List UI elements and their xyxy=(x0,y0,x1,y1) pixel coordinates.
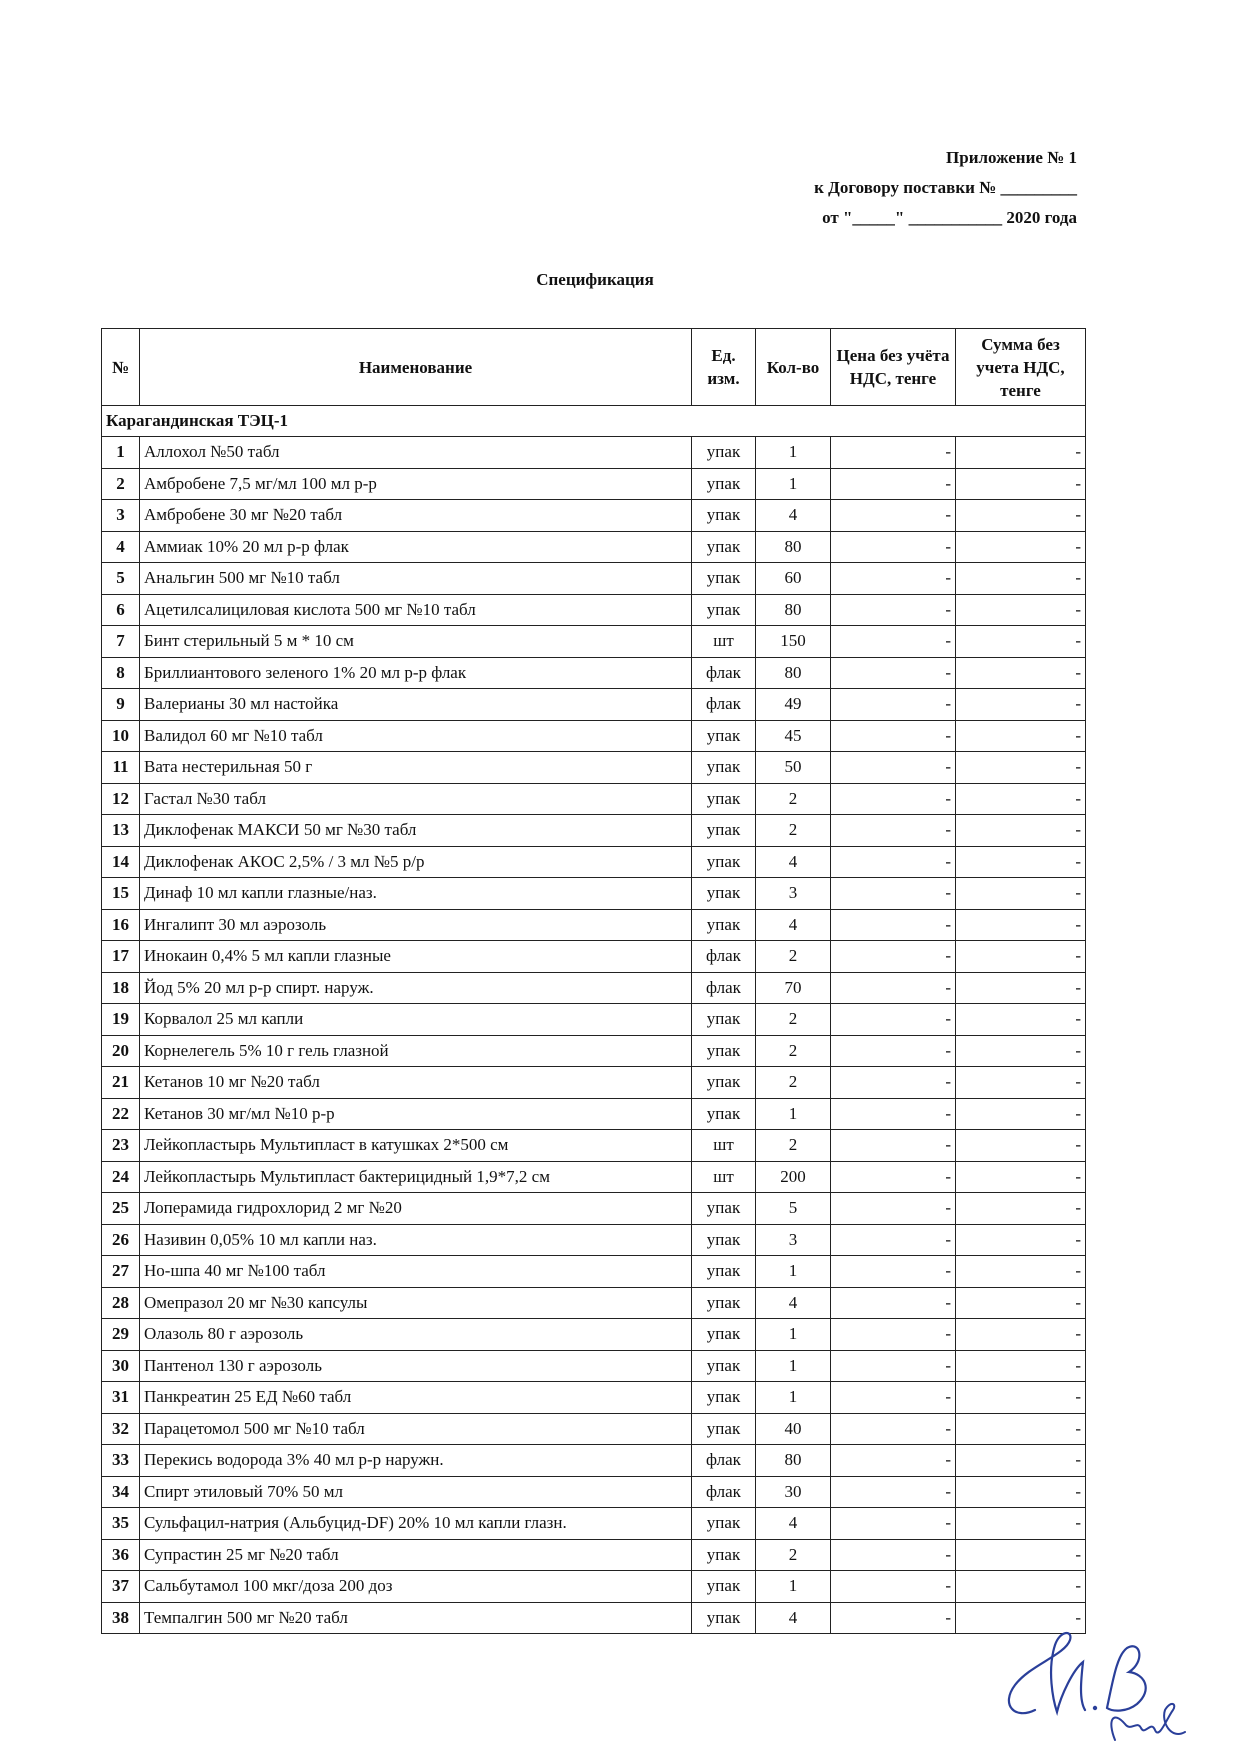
item-quantity: 3 xyxy=(756,1224,831,1256)
item-unit: флак xyxy=(692,941,756,973)
annex-contract-ref: к Договору поставки № _________ xyxy=(814,178,1077,197)
item-price: - xyxy=(831,878,956,910)
row-number: 17 xyxy=(102,941,140,973)
row-number: 29 xyxy=(102,1319,140,1351)
item-unit: упак xyxy=(692,563,756,595)
item-unit: шт xyxy=(692,1161,756,1193)
table-row xyxy=(102,1571,1086,1603)
item-price: - xyxy=(831,1256,956,1288)
item-name: Супрастин 25 мг №20 табл xyxy=(140,1539,692,1571)
item-name: Валидол 60 мг №10 табл xyxy=(140,720,692,752)
row-number: 38 xyxy=(102,1602,140,1634)
row-number: 33 xyxy=(102,1445,140,1477)
item-sum: - xyxy=(956,720,1086,752)
item-price: - xyxy=(831,752,956,784)
item-name: Ацетилсалициловая кислота 500 мг №10 табл xyxy=(140,594,692,626)
row-number: 32 xyxy=(102,1413,140,1445)
item-sum: - xyxy=(956,1130,1086,1162)
item-unit: упак xyxy=(692,752,756,784)
item-price: - xyxy=(831,1350,956,1382)
column-header-sum: Сумма без учета НДС, тенге xyxy=(956,329,1086,406)
column-header-quantity: Кол-во xyxy=(756,329,831,406)
item-quantity: 1 xyxy=(756,1382,831,1414)
item-quantity: 200 xyxy=(756,1161,831,1193)
item-quantity: 4 xyxy=(756,1602,831,1634)
row-number: 1 xyxy=(102,437,140,469)
item-name: Олазоль 80 г аэрозоль xyxy=(140,1319,692,1351)
item-unit: упак xyxy=(692,468,756,500)
item-price: - xyxy=(831,1602,956,1634)
item-unit: упак xyxy=(692,1319,756,1351)
item-quantity: 70 xyxy=(756,972,831,1004)
item-sum: - xyxy=(956,1098,1086,1130)
row-number: 37 xyxy=(102,1571,140,1603)
item-name: Темпалгин 500 мг №20 табл xyxy=(140,1602,692,1634)
item-name: Валерианы 30 мл настойка xyxy=(140,689,692,721)
item-price: - xyxy=(831,909,956,941)
item-price: - xyxy=(831,1508,956,1540)
item-quantity: 4 xyxy=(756,909,831,941)
item-quantity: 1 xyxy=(756,1098,831,1130)
item-name: Амбробене 7,5 мг/мл 100 мл р-р xyxy=(140,468,692,500)
table-row xyxy=(102,1256,1086,1288)
item-price: - xyxy=(831,563,956,595)
item-quantity: 50 xyxy=(756,752,831,784)
item-sum: - xyxy=(956,1004,1086,1036)
table-row xyxy=(102,1161,1086,1193)
item-name: Диклофенак АКОС 2,5% / 3 мл №5 р/р xyxy=(140,846,692,878)
table-row xyxy=(102,1004,1086,1036)
item-unit: упак xyxy=(692,1098,756,1130)
item-unit: шт xyxy=(692,626,756,658)
item-sum: - xyxy=(956,1602,1086,1634)
item-unit: упак xyxy=(692,815,756,847)
row-number: 9 xyxy=(102,689,140,721)
item-name: Лейкопластырь Мультипласт в катушках 2*500 см xyxy=(140,1130,692,1162)
row-number: 4 xyxy=(102,531,140,563)
item-quantity: 4 xyxy=(756,846,831,878)
item-sum: - xyxy=(956,1445,1086,1477)
row-number: 7 xyxy=(102,626,140,658)
item-unit: шт xyxy=(692,1130,756,1162)
item-price: - xyxy=(831,657,956,689)
table-row xyxy=(102,972,1086,1004)
item-sum: - xyxy=(956,594,1086,626)
item-quantity: 4 xyxy=(756,1287,831,1319)
item-name: Ингалипт 30 мл аэрозоль xyxy=(140,909,692,941)
item-unit: упак xyxy=(692,1571,756,1603)
item-price: - xyxy=(831,972,956,1004)
handwritten-signature xyxy=(995,1600,1215,1750)
table-row xyxy=(102,531,1086,563)
item-price: - xyxy=(831,1476,956,1508)
annex-header xyxy=(814,143,1077,233)
item-quantity: 80 xyxy=(756,657,831,689)
item-sum: - xyxy=(956,752,1086,784)
item-price: - xyxy=(831,1193,956,1225)
item-sum: - xyxy=(956,563,1086,595)
item-unit: упак xyxy=(692,909,756,941)
item-name: Парацетомол 500 мг №10 табл xyxy=(140,1413,692,1445)
table-row xyxy=(102,689,1086,721)
table-row xyxy=(102,1602,1086,1634)
item-name: Аммиак 10% 20 мл р-р флак xyxy=(140,531,692,563)
item-unit: упак xyxy=(692,594,756,626)
item-sum: - xyxy=(956,1287,1086,1319)
row-number: 15 xyxy=(102,878,140,910)
item-sum: - xyxy=(956,1476,1086,1508)
item-unit: флак xyxy=(692,657,756,689)
row-number: 13 xyxy=(102,815,140,847)
table-row xyxy=(102,1319,1086,1351)
item-price: - xyxy=(831,1413,956,1445)
item-quantity: 2 xyxy=(756,1004,831,1036)
table-row xyxy=(102,1067,1086,1099)
annex-date: от "_____" ___________ 2020 года xyxy=(822,208,1077,227)
item-quantity: 1 xyxy=(756,1319,831,1351)
item-sum: - xyxy=(956,437,1086,469)
table-row xyxy=(102,783,1086,815)
item-name: Инокаин 0,4% 5 мл капли глазные xyxy=(140,941,692,973)
column-header-unit: Ед. изм. xyxy=(692,329,756,406)
item-unit: упак xyxy=(692,1539,756,1571)
table-row xyxy=(102,1350,1086,1382)
item-quantity: 2 xyxy=(756,1130,831,1162)
item-quantity: 40 xyxy=(756,1413,831,1445)
item-quantity: 1 xyxy=(756,468,831,500)
row-number: 10 xyxy=(102,720,140,752)
item-price: - xyxy=(831,720,956,752)
item-name: Диклофенак МАКСИ 50 мг №30 табл xyxy=(140,815,692,847)
row-number: 16 xyxy=(102,909,140,941)
item-quantity: 4 xyxy=(756,500,831,532)
item-sum: - xyxy=(956,878,1086,910)
row-number: 23 xyxy=(102,1130,140,1162)
row-number: 28 xyxy=(102,1287,140,1319)
table-row xyxy=(102,1035,1086,1067)
item-quantity: 3 xyxy=(756,878,831,910)
item-quantity: 60 xyxy=(756,563,831,595)
column-header-price: Цена без учёта НДС, тенге xyxy=(831,329,956,406)
item-sum: - xyxy=(956,941,1086,973)
row-number: 35 xyxy=(102,1508,140,1540)
item-sum: - xyxy=(956,1161,1086,1193)
item-name: Анальгин 500 мг №10 табл xyxy=(140,563,692,595)
item-quantity: 80 xyxy=(756,531,831,563)
item-price: - xyxy=(831,815,956,847)
annex-number: Приложение № 1 xyxy=(946,148,1077,167)
item-name: Кетанов 10 мг №20 табл xyxy=(140,1067,692,1099)
item-price: - xyxy=(831,689,956,721)
item-sum: - xyxy=(956,1539,1086,1571)
item-name: Сульфацил-натрия (Альбуцид-DF) 20% 10 мл капли глазн. xyxy=(140,1508,692,1540)
row-number: 19 xyxy=(102,1004,140,1036)
document-title: Спецификация xyxy=(536,270,654,289)
table-row xyxy=(102,941,1086,973)
item-price: - xyxy=(831,1382,956,1414)
item-unit: флак xyxy=(692,689,756,721)
item-name: Бинт стерильный 5 м * 10 см xyxy=(140,626,692,658)
table-row xyxy=(102,1382,1086,1414)
item-sum: - xyxy=(956,1035,1086,1067)
row-number: 22 xyxy=(102,1098,140,1130)
table-row xyxy=(102,752,1086,784)
item-sum: - xyxy=(956,1319,1086,1351)
item-name: Пантенол 130 г аэрозоль xyxy=(140,1350,692,1382)
item-sum: - xyxy=(956,1350,1086,1382)
table-row xyxy=(102,657,1086,689)
row-number: 30 xyxy=(102,1350,140,1382)
item-quantity: 80 xyxy=(756,594,831,626)
table-row xyxy=(102,500,1086,532)
item-name: Перекись водорода 3% 40 мл р-р наружн. xyxy=(140,1445,692,1477)
item-quantity: 2 xyxy=(756,783,831,815)
row-number: 25 xyxy=(102,1193,140,1225)
item-quantity: 2 xyxy=(756,1035,831,1067)
column-header-name: Наименование xyxy=(140,329,692,406)
item-unit: упак xyxy=(692,1193,756,1225)
item-name: Лейкопластырь Мультипласт бактерицидный 1,9*7,2 см xyxy=(140,1161,692,1193)
item-sum: - xyxy=(956,972,1086,1004)
table-row xyxy=(102,594,1086,626)
item-sum: - xyxy=(956,815,1086,847)
item-quantity: 5 xyxy=(756,1193,831,1225)
item-quantity: 2 xyxy=(756,1539,831,1571)
item-name: Спирт этиловый 70% 50 мл xyxy=(140,1476,692,1508)
item-price: - xyxy=(831,626,956,658)
item-price: - xyxy=(831,531,956,563)
row-number: 14 xyxy=(102,846,140,878)
group-name: Карагандинская ТЭЦ-1 xyxy=(102,406,1086,437)
item-sum: - xyxy=(956,689,1086,721)
item-unit: флак xyxy=(692,1445,756,1477)
item-price: - xyxy=(831,783,956,815)
item-price: - xyxy=(831,1224,956,1256)
item-sum: - xyxy=(956,783,1086,815)
item-name: Аллохол №50 табл xyxy=(140,437,692,469)
row-number: 36 xyxy=(102,1539,140,1571)
table-row xyxy=(102,1445,1086,1477)
column-header-number: № xyxy=(102,329,140,406)
item-unit: упак xyxy=(692,1413,756,1445)
item-price: - xyxy=(831,1287,956,1319)
item-unit: упак xyxy=(692,846,756,878)
item-price: - xyxy=(831,1319,956,1351)
item-name: Омепразол 20 мг №30 капсулы xyxy=(140,1287,692,1319)
item-unit: упак xyxy=(692,500,756,532)
item-price: - xyxy=(831,594,956,626)
item-quantity: 1 xyxy=(756,1350,831,1382)
item-price: - xyxy=(831,1539,956,1571)
table-row xyxy=(102,878,1086,910)
item-unit: упак xyxy=(692,878,756,910)
item-quantity: 30 xyxy=(756,1476,831,1508)
item-sum: - xyxy=(956,1508,1086,1540)
item-quantity: 2 xyxy=(756,1067,831,1099)
row-number: 31 xyxy=(102,1382,140,1414)
item-price: - xyxy=(831,1098,956,1130)
item-unit: упак xyxy=(692,1256,756,1288)
item-price: - xyxy=(831,1067,956,1099)
item-quantity: 2 xyxy=(756,815,831,847)
table-row xyxy=(102,626,1086,658)
table-header-row xyxy=(102,329,1086,406)
table-row xyxy=(102,1130,1086,1162)
item-name: Називин 0,05% 10 мл капли наз. xyxy=(140,1224,692,1256)
item-quantity: 4 xyxy=(756,1508,831,1540)
row-number: 26 xyxy=(102,1224,140,1256)
item-price: - xyxy=(831,500,956,532)
table-row xyxy=(102,909,1086,941)
item-unit: флак xyxy=(692,1476,756,1508)
item-name: Лоперамида гидрохлорид 2 мг №20 xyxy=(140,1193,692,1225)
row-number: 21 xyxy=(102,1067,140,1099)
item-price: - xyxy=(831,1035,956,1067)
item-quantity: 45 xyxy=(756,720,831,752)
item-sum: - xyxy=(956,468,1086,500)
item-name: Корнелегель 5% 10 г гель глазной xyxy=(140,1035,692,1067)
item-name: Амбробене 30 мг №20 табл xyxy=(140,500,692,532)
table-row xyxy=(102,1508,1086,1540)
item-price: - xyxy=(831,1130,956,1162)
item-unit: упак xyxy=(692,1508,756,1540)
item-name: Гастал №30 табл xyxy=(140,783,692,815)
item-sum: - xyxy=(956,657,1086,689)
table-row xyxy=(102,1193,1086,1225)
row-number: 3 xyxy=(102,500,140,532)
item-sum: - xyxy=(956,1224,1086,1256)
table-row xyxy=(102,563,1086,595)
row-number: 12 xyxy=(102,783,140,815)
item-sum: - xyxy=(956,1571,1086,1603)
item-price: - xyxy=(831,437,956,469)
item-sum: - xyxy=(956,500,1086,532)
item-quantity: 1 xyxy=(756,1256,831,1288)
table-row xyxy=(102,1224,1086,1256)
table-row xyxy=(102,720,1086,752)
item-sum: - xyxy=(956,1382,1086,1414)
item-unit: упак xyxy=(692,1067,756,1099)
item-sum: - xyxy=(956,626,1086,658)
item-sum: - xyxy=(956,1256,1086,1288)
item-quantity: 49 xyxy=(756,689,831,721)
specification-table xyxy=(101,328,1086,1634)
row-number: 34 xyxy=(102,1476,140,1508)
row-number: 24 xyxy=(102,1161,140,1193)
table-row xyxy=(102,846,1086,878)
row-number: 20 xyxy=(102,1035,140,1067)
item-sum: - xyxy=(956,1193,1086,1225)
item-quantity: 150 xyxy=(756,626,831,658)
item-price: - xyxy=(831,1161,956,1193)
item-name: Корвалол 25 мл капли xyxy=(140,1004,692,1036)
item-unit: упак xyxy=(692,1004,756,1036)
item-unit: флак xyxy=(692,972,756,1004)
row-number: 27 xyxy=(102,1256,140,1288)
item-unit: упак xyxy=(692,720,756,752)
item-sum: - xyxy=(956,909,1086,941)
item-quantity: 2 xyxy=(756,941,831,973)
item-unit: упак xyxy=(692,1602,756,1634)
item-quantity: 80 xyxy=(756,1445,831,1477)
item-name: Йод 5% 20 мл р-р спирт. наруж. xyxy=(140,972,692,1004)
table-row xyxy=(102,1476,1086,1508)
item-unit: упак xyxy=(692,531,756,563)
item-name: Кетанов 30 мг/мл №10 р-р xyxy=(140,1098,692,1130)
table-row xyxy=(102,1413,1086,1445)
table-row xyxy=(102,1098,1086,1130)
item-name: Вата нестерильная 50 г xyxy=(140,752,692,784)
item-price: - xyxy=(831,1004,956,1036)
item-price: - xyxy=(831,941,956,973)
item-unit: упак xyxy=(692,1287,756,1319)
item-price: - xyxy=(831,468,956,500)
item-price: - xyxy=(831,1445,956,1477)
item-name: Сальбутамол 100 мкг/доза 200 доз xyxy=(140,1571,692,1603)
table-row xyxy=(102,815,1086,847)
item-sum: - xyxy=(956,1067,1086,1099)
row-number: 18 xyxy=(102,972,140,1004)
item-sum: - xyxy=(956,531,1086,563)
item-name: Бриллиантового зеленого 1% 20 мл р-р флак xyxy=(140,657,692,689)
row-number: 8 xyxy=(102,657,140,689)
item-name: Но-шпа 40 мг №100 табл xyxy=(140,1256,692,1288)
item-unit: упак xyxy=(692,437,756,469)
item-sum: - xyxy=(956,846,1086,878)
item-unit: упак xyxy=(692,1035,756,1067)
table-row xyxy=(102,437,1086,469)
group-row xyxy=(102,406,1086,437)
item-unit: упак xyxy=(692,783,756,815)
row-number: 11 xyxy=(102,752,140,784)
item-unit: упак xyxy=(692,1350,756,1382)
item-quantity: 1 xyxy=(756,437,831,469)
item-name: Динаф 10 мл капли глазные/наз. xyxy=(140,878,692,910)
row-number: 6 xyxy=(102,594,140,626)
item-sum: - xyxy=(956,1413,1086,1445)
item-price: - xyxy=(831,1571,956,1603)
item-unit: упак xyxy=(692,1224,756,1256)
table-row xyxy=(102,468,1086,500)
item-price: - xyxy=(831,846,956,878)
item-quantity: 1 xyxy=(756,1571,831,1603)
row-number: 2 xyxy=(102,468,140,500)
table-row xyxy=(102,1287,1086,1319)
row-number: 5 xyxy=(102,563,140,595)
item-unit: упак xyxy=(692,1382,756,1414)
item-name: Панкреатин 25 ЕД №60 табл xyxy=(140,1382,692,1414)
table-row xyxy=(102,1539,1086,1571)
